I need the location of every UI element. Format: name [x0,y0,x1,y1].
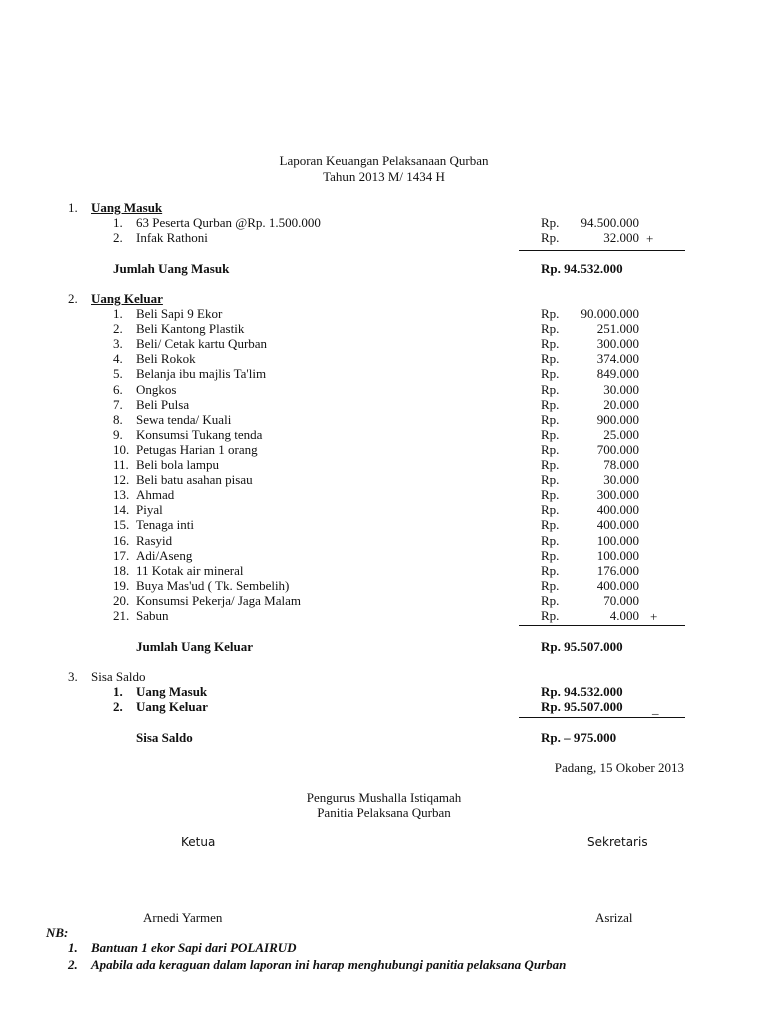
item-amount [541,502,639,517]
currency-label: Rp. [541,397,560,412]
item-amount [541,230,639,245]
item-label: Belanja ibu majlis Ta'lim [136,366,267,381]
section-number: 3. [68,669,78,684]
item-label: 63 Peserta Qurban @Rp. 1.500.000 [136,215,321,230]
expense-total-value: Rp. 95.507.000 [541,639,623,654]
item-label: Adi/Aseng [136,548,193,563]
plus-sign: + [646,231,654,246]
currency-label: Rp. [541,427,560,442]
currency-label: Rp. [541,366,560,381]
currency-label: Rp. [541,502,560,517]
item-number: 16. [113,533,130,548]
amount-value: 300.000 [596,487,639,502]
item-label: Konsumsi Tukang tenda [136,427,263,442]
amount-value: 94.500.000 [580,215,639,230]
item-label: Uang Keluar [136,699,208,714]
item-label: Piyal [136,502,163,517]
secretary-role: Sekretaris [587,835,648,849]
currency-label: Rp. [541,563,560,578]
amount-value: 176.000 [596,563,639,578]
amount-value: 25.000 [603,427,639,442]
section-number: 2. [68,291,78,306]
item-amount [541,593,639,608]
item-number: 5. [113,366,123,381]
sum-rule [519,250,685,251]
chairman-role: Ketua [181,835,216,849]
report-title: Laporan Keuangan Pelaksanaan Qurban [279,153,489,168]
item-label: Sewa tenda/ Kuali [136,412,232,427]
item-amount [541,321,639,336]
item-label: Beli/ Cetak kartu Qurban [136,336,268,351]
item-amount [541,442,639,457]
notes-heading: NB: [46,925,69,940]
chairman-name: Arnedi Yarmen [143,910,223,925]
currency-label: Rp. [541,457,560,472]
amount-value: 251.000 [596,321,639,336]
amount-value: 400.000 [596,578,639,593]
item-label: Rasyid [136,533,173,548]
item-amount [541,608,639,623]
item-number: 17. [113,548,130,563]
plus-sign: + [650,609,658,624]
item-amount [541,306,639,321]
currency-label: Rp. [541,578,560,593]
currency-label: Rp. [541,351,560,366]
item-number: 1. [113,215,123,230]
item-number: 2. [113,699,123,714]
income-heading: Uang Masuk [91,200,163,215]
amount-value: 300.000 [596,336,639,351]
item-number: 4. [113,351,123,366]
currency-label: Rp. [541,487,560,502]
balance-total-value: Rp. – 975.000 [541,730,617,745]
item-label: Tenaga inti [136,517,194,532]
item-number: 8. [113,412,123,427]
sum-rule [519,625,685,626]
item-label: Buya Mas'ud ( Tk. Sembelih) [136,578,290,593]
amount-value: 78.000 [603,457,639,472]
item-amount [541,412,639,427]
secretary-name: Asrizal [595,910,633,925]
minus-sign: _ [652,701,659,716]
item-label: Beli Rokok [136,351,196,366]
note-text: Bantuan 1 ekor Sapi dari POLAIRUD [91,940,297,955]
item-amount [541,563,639,578]
amount-value: 70.000 [603,593,639,608]
item-label: Petugas Harian 1 orang [136,442,258,457]
note-number: 1. [68,940,78,955]
currency-label: Rp. [541,548,560,563]
item-value: Rp. 95.507.000 [541,699,623,714]
income-total-value: Rp. 94.532.000 [541,261,623,276]
item-amount [541,366,639,381]
amount-value: 700.000 [596,442,639,457]
item-number: 2. [113,321,123,336]
amount-value: 4.000 [609,608,639,623]
item-number: 1. [113,684,123,699]
committee-name: Panitia Pelaksana Qurban [317,805,451,820]
amount-value: 90.000.000 [580,306,639,321]
income-total-label: Jumlah Uang Masuk [113,261,230,276]
item-label: Beli bola lampu [136,457,220,472]
item-label: Ongkos [136,382,177,397]
item-number: 6. [113,382,123,397]
item-number: 13. [113,487,130,502]
item-amount [541,336,639,351]
currency-label: Rp. [541,593,560,608]
item-amount [541,578,639,593]
currency-label: Rp. [541,230,560,245]
amount-value: 100.000 [596,533,639,548]
item-label: Uang Masuk [136,684,208,699]
amount-value: 100.000 [596,548,639,563]
amount-value: 20.000 [603,397,639,412]
item-amount [541,457,639,472]
place-date: Padang, 15 Okober 2013 [554,760,684,775]
expense-total-label: Jumlah Uang Keluar [136,639,254,654]
item-amount [541,517,639,532]
item-number: 14. [113,502,130,517]
item-label: Beli Sapi 9 Ekor [136,306,223,321]
item-amount [541,351,639,366]
report-subtitle: Tahun 2013 M/ 1434 H [323,169,445,184]
note-text: Apabila ada keraguan dalam laporan ini harap menghubungi panitia pelaksana Qurban [91,957,567,972]
currency-label: Rp. [541,533,560,548]
item-number: 7. [113,397,123,412]
item-label: Sabun [136,608,169,623]
currency-label: Rp. [541,382,560,397]
item-number: 9. [113,427,123,442]
currency-label: Rp. [541,608,560,623]
item-amount [541,487,639,502]
currency-label: Rp. [541,215,560,230]
item-amount [541,397,639,412]
item-number: 19. [113,578,130,593]
amount-value: 900.000 [596,412,639,427]
item-number: 11. [113,457,129,472]
item-amount [541,215,639,230]
item-label: Beli Pulsa [136,397,190,412]
item-number: 20. [113,593,130,608]
item-number: 10. [113,442,130,457]
currency-label: Rp. [541,336,560,351]
amount-value: 30.000 [603,472,639,487]
currency-label: Rp. [541,517,560,532]
item-value: Rp. 94.532.000 [541,684,623,699]
currency-label: Rp. [541,412,560,427]
currency-label: Rp. [541,306,560,321]
item-label: Konsumsi Pekerja/ Jaga Malam [136,593,301,608]
item-label: Ahmad [136,487,175,502]
item-amount [541,427,639,442]
item-number: 15. [113,517,130,532]
item-label: 11 Kotak air mineral [136,563,244,578]
expense-heading: Uang Keluar [91,291,163,306]
balance-total-label: Sisa Saldo [136,730,193,745]
note-number: 2. [68,957,78,972]
section-number: 1. [68,200,78,215]
organization-name: Pengurus Mushalla Istiqamah [306,790,462,805]
currency-label: Rp. [541,321,560,336]
item-number: 2. [113,230,123,245]
balance-heading: Sisa Saldo [91,669,146,684]
amount-value: 32.000 [603,230,639,245]
item-amount [541,472,639,487]
amount-value: 30.000 [603,382,639,397]
item-amount [541,548,639,563]
item-amount [541,382,639,397]
sum-rule [519,717,685,718]
amount-value: 400.000 [596,517,639,532]
item-label: Infak Rathoni [136,230,208,245]
item-number: 12. [113,472,130,487]
item-number: 1. [113,306,123,321]
item-amount [541,533,639,548]
item-label: Beli batu asahan pisau [136,472,253,487]
item-number: 21. [113,608,130,623]
item-number: 3. [113,336,123,351]
amount-value: 400.000 [596,502,639,517]
item-label: Beli Kantong Plastik [136,321,245,336]
amount-value: 374.000 [596,351,639,366]
currency-label: Rp. [541,442,560,457]
item-number: 18. [113,563,130,578]
currency-label: Rp. [541,472,560,487]
amount-value: 849.000 [596,366,639,381]
